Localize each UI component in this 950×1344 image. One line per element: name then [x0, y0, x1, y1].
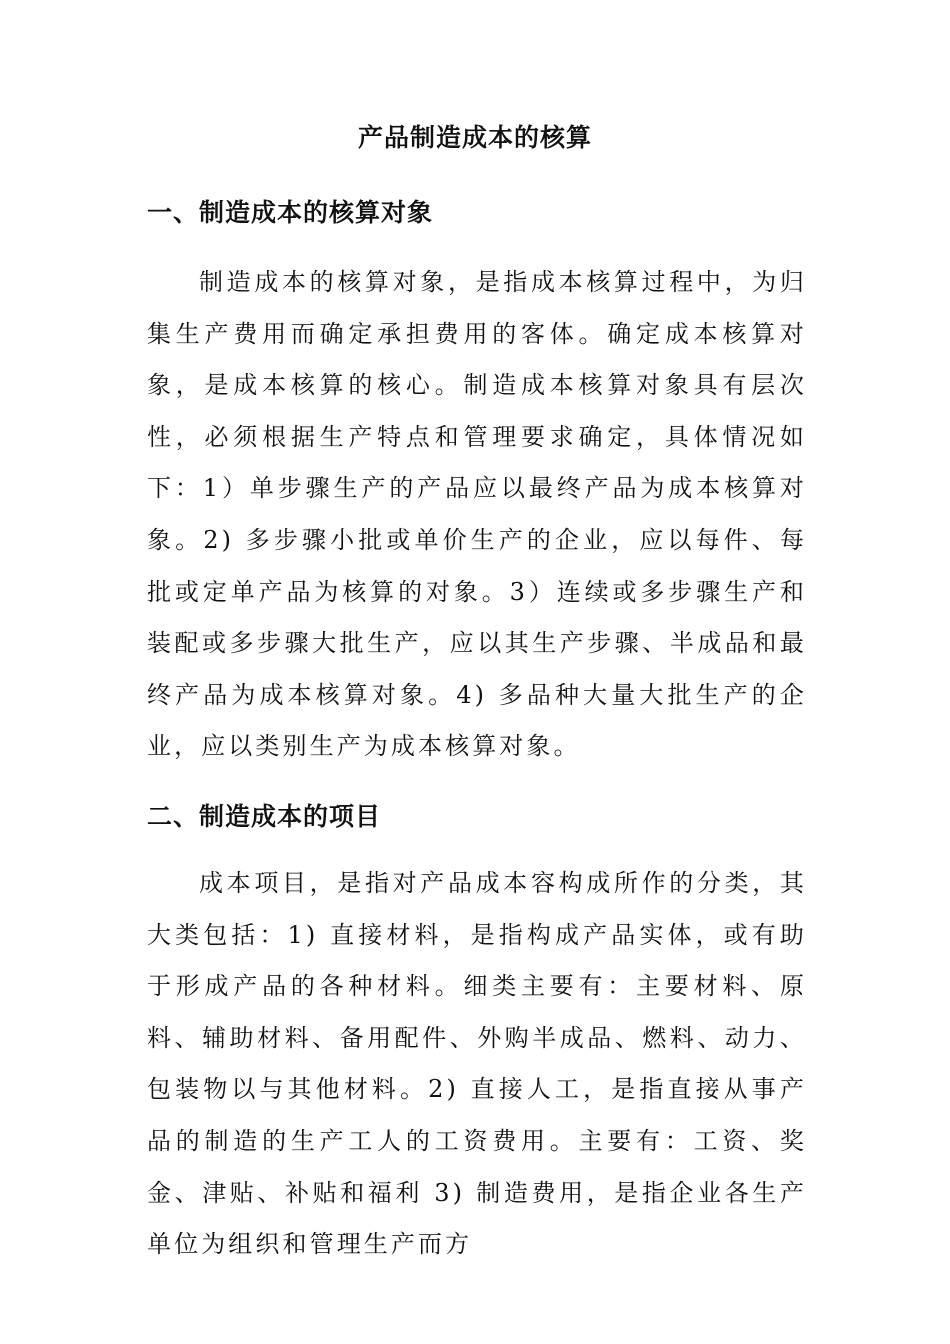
section-heading-cost-items: 二、制造成本的项目	[147, 802, 382, 831]
section-paragraph-cost-items: 成本项目，是指对产品成本容构成所作的分类，其大类包括：1) 直接材料，是指构成产品实体，或有助于形成产品的各种材料。细类主要有：主要材料、原料、辅助材料、备用配件、外购半成品、燃料、动力、包装物以与其他材料。2) 直接人工，是指直接从事产品的制造的生产工人的工资费用。主要有：工资、奖金、津贴、补贴和福利 3) 制造费用，是指企业各生产单位为组织和管理生产而方	[147, 869, 807, 1259]
page-title: 产品制造成本的核算	[357, 123, 592, 152]
section-paragraph-cost-objects: 制造成本的核算对象，是指成本核算过程中，为归集生产费用而确定承担费用的客体。确定成本核算对象，是成本核算的核心。制造成本核算对象具有层次性，必须根据生产特点和管理要求确定，具体情况如下：1）单步骤生产的产品应以最终产品为成本核算对象。2) 多步骤小批或单价生产的企业，应以每件、每批或定单产品为核算的对象。3）连续或多步骤生产和装配或多步骤大批生产，应以其生产步骤、半成品和最终产品为成本核算对象。4) 多品种大量大批生产的企业，应以类别生产为成本核算对象。	[147, 268, 807, 761]
section-heading-cost-objects: 一、制造成本的核算对象	[147, 198, 434, 227]
